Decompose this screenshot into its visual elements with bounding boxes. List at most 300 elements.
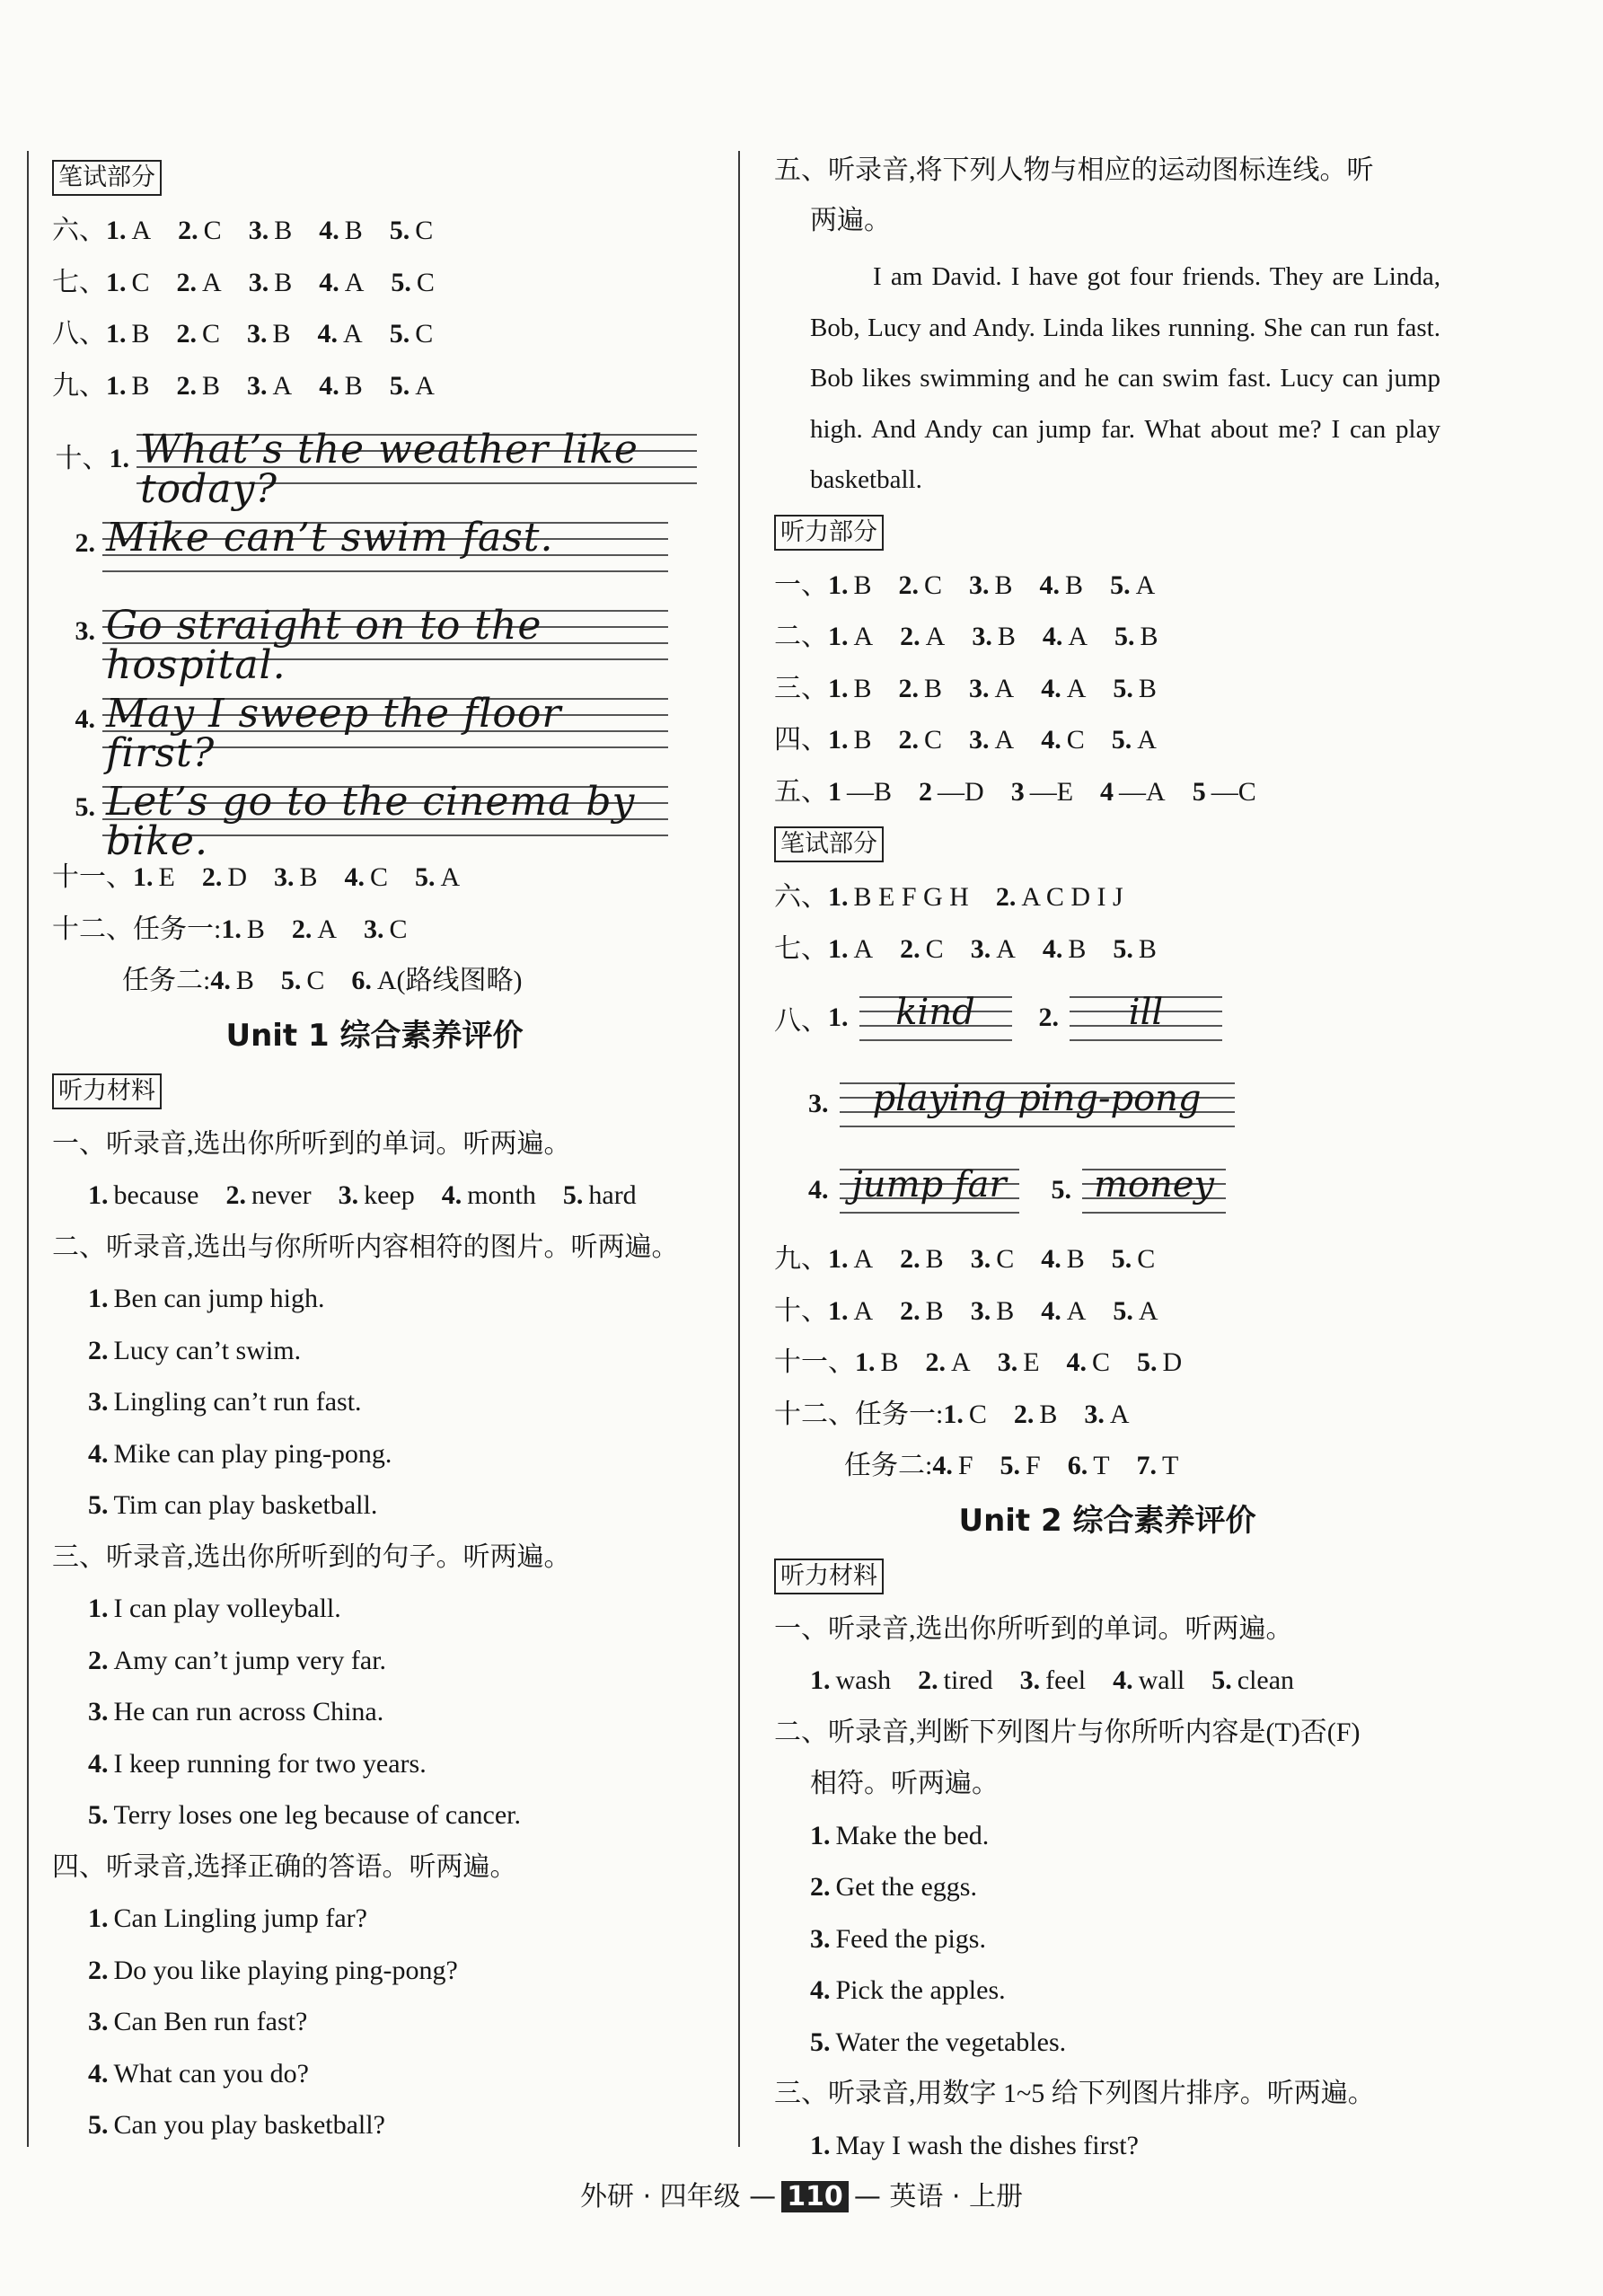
item-number: 5. (389, 216, 410, 245)
answer-value: C (370, 862, 389, 892)
list-item (52, 1996, 697, 2048)
question-heading: 三、听录音,选出你所听到的句子。听两遍。 (52, 1541, 571, 1572)
section-lead: 七、 (774, 933, 828, 964)
item-number: 2. (1013, 1399, 1035, 1429)
item-number: 1. (88, 1180, 109, 1210)
item-number: 3. (274, 862, 295, 892)
handwriting-lines (840, 1165, 1019, 1215)
answer-value: T (1093, 1451, 1110, 1480)
answer-value: B (853, 673, 872, 703)
item-number: 4. (1042, 622, 1063, 651)
question-heading: 五、听录音,将下列人物与相应的运动图标连线。听 (774, 155, 1374, 185)
answer-item (177, 319, 221, 349)
answer-item (943, 1400, 987, 1429)
item-number: 2. (176, 319, 198, 349)
section-lead: 十二、任务一: (52, 914, 222, 944)
item-number: 2. (925, 1347, 947, 1377)
handwriting-row (52, 676, 697, 776)
answer-value: C (389, 914, 408, 944)
section-tag: 听力部分 (774, 515, 884, 551)
answer-value: A (1135, 570, 1156, 600)
section-lead: 十一、 (774, 1347, 855, 1377)
answer-value: B (235, 966, 254, 995)
answer-item (932, 1451, 973, 1480)
answer-item (319, 371, 363, 401)
answer-item (1137, 1451, 1179, 1480)
answer-item (1011, 777, 1073, 807)
page-number: 110 (781, 2181, 849, 2212)
sentence-text: Can you play basketball? (113, 2110, 385, 2140)
word-item (1020, 1665, 1086, 1695)
item-number: 4. (317, 319, 339, 349)
answer-value: —A (1119, 776, 1166, 807)
answer-row (774, 1440, 1440, 1492)
answer-item (1014, 1400, 1058, 1429)
sentence-text: Feed the pigs. (835, 1923, 986, 1954)
answer-value: B (924, 673, 943, 703)
answer-item (249, 268, 293, 297)
list-item (52, 1273, 697, 1325)
answer-value: B (1138, 673, 1157, 703)
item-number: 4. (1041, 673, 1061, 703)
item-number: 2. (225, 1180, 246, 1210)
item-number: 3. (338, 1180, 359, 1210)
answer-item (274, 862, 318, 892)
answer-value: B (1066, 1244, 1085, 1274)
list-item (52, 1479, 697, 1532)
list-item (774, 1965, 1440, 2017)
handwritten-word: ill (1128, 992, 1164, 1033)
section-tag: 笔试部分 (52, 160, 162, 196)
handwriting-row (52, 764, 697, 864)
handwriting-lines (102, 691, 668, 776)
answer-item (247, 371, 292, 401)
answer-item (1112, 1244, 1156, 1274)
answer-row (52, 205, 697, 257)
answer-item (919, 777, 984, 807)
answer-item (828, 622, 873, 651)
item-number: 3. (1084, 1399, 1105, 1429)
answer-value: F (957, 1451, 973, 1480)
answer-item (828, 934, 873, 964)
handwriting-row (52, 587, 697, 688)
left-column (52, 151, 697, 2151)
item-number: 2. (898, 570, 920, 600)
list-item (52, 1428, 697, 1480)
answer-value: E (158, 862, 175, 892)
section-lead: 十、 (55, 444, 110, 473)
handwriting-row (52, 499, 697, 587)
answer-value: A (1109, 1399, 1130, 1429)
item-number: 2. (178, 216, 198, 245)
item-number: 3. (970, 1244, 991, 1274)
answer-row (774, 766, 1440, 818)
handwritten-sentence: Go straight on to the hospital. (106, 603, 542, 688)
item-number: 5. (1113, 1295, 1133, 1326)
answer-row (774, 1285, 1440, 1338)
item-number: 2. (918, 1665, 938, 1695)
handwriting-lines (102, 515, 668, 572)
item-number: 2. (995, 882, 1017, 912)
answer-item (828, 777, 892, 807)
item-number: 5. (391, 267, 411, 297)
answer-value: A (1068, 622, 1088, 651)
word-item (88, 1180, 198, 1210)
item-number: 5 (1192, 776, 1206, 807)
answer-value: C (996, 1244, 1015, 1274)
sentence-text: Terry loses one leg because of cancer. (113, 1800, 522, 1830)
item-number: 4. (344, 862, 366, 892)
sentence-list (774, 1810, 1440, 2069)
answer-item (106, 319, 150, 349)
list-item (52, 1686, 697, 1738)
answer-value: B (131, 370, 150, 401)
answer-value: B (1140, 622, 1158, 651)
answer-value: A (415, 370, 435, 401)
question-heading: 二、听录音,判断下列图片与你所听内容是(T)否(F) (774, 1717, 1361, 1747)
section-lead: 十、 (774, 1295, 828, 1326)
item-number: 5. (1111, 725, 1132, 755)
answer-item (249, 216, 293, 245)
section-lead: 任务二: (844, 1451, 933, 1480)
answer-value: A (996, 933, 1016, 964)
item-number: 3. (364, 914, 384, 944)
sentence-text: Tim can play basketball. (113, 1490, 378, 1520)
item-number: 4. (810, 1975, 831, 2005)
sentence-text: Ben can jump high. (113, 1284, 325, 1313)
item-number: 3. (970, 1295, 991, 1326)
item-number: 5. (1113, 933, 1133, 964)
answer-value: A C D I J (1021, 882, 1123, 912)
sentence-text: Mike can play ping-pong. (113, 1438, 392, 1469)
answer-value: —B (847, 776, 893, 807)
section-lead: 六、 (774, 882, 828, 912)
answer-value: C (415, 319, 434, 349)
answer-value: A (853, 622, 874, 651)
answer-value: B (344, 370, 363, 401)
word-item (442, 1180, 536, 1210)
handwritten-word: playing ping-pong (872, 1078, 1202, 1119)
item-number: 4. (1039, 570, 1061, 600)
list-item (52, 1325, 697, 1377)
handwriting-lines (1070, 993, 1222, 1043)
answer-item (900, 622, 945, 651)
answer-value: C (202, 319, 221, 349)
handwriting-lines (102, 779, 668, 864)
list-item (774, 1810, 1440, 1862)
item-number: 6. (351, 966, 372, 995)
item-number: 4. (88, 1748, 109, 1779)
unit-title: Unit 1 综合素养评价 (225, 1017, 524, 1054)
question-heading: 三、听录音,用数字 1~5 给下列图片排序。听两遍。 (774, 2079, 1375, 2108)
list-item (52, 2048, 697, 2100)
answer-value: A (853, 1244, 874, 1274)
section-lead: 任务二: (122, 966, 211, 995)
handwritten-sentence: What’s the weather like today? (140, 427, 639, 512)
answer-item (828, 1244, 873, 1274)
item-number: 4. (1041, 1244, 1061, 1274)
answer-item (828, 1296, 873, 1326)
sentence-text: Pick the apples. (835, 1975, 1006, 2005)
item-number (52, 436, 137, 475)
answer-value: A (994, 725, 1015, 755)
word-text: clean (1237, 1665, 1295, 1695)
answer-item (900, 934, 944, 964)
list-item (52, 1376, 697, 1428)
item-number: 5. (75, 792, 95, 822)
item-number: 5. (88, 2110, 109, 2140)
item-number: 1. (828, 1295, 849, 1326)
item-number: 3. (247, 319, 268, 349)
answer-item (926, 1347, 971, 1377)
answer-value: C (1092, 1347, 1111, 1377)
item-number: 1. (828, 570, 849, 600)
item-number: 1. (88, 1903, 109, 1933)
answer-item (1113, 674, 1157, 703)
word-item (339, 1180, 415, 1210)
answer-item (1137, 1347, 1182, 1377)
answer-value: A (853, 933, 874, 964)
item-number: 5. (1211, 1665, 1232, 1695)
handwritten-word: money (1093, 1164, 1215, 1205)
question-heading: 一、听录音,选出你所听到的单词。听两遍。 (52, 1128, 571, 1159)
answer-item (1067, 1347, 1111, 1377)
answer-value: E (1023, 1347, 1040, 1377)
answer-value: A (853, 1295, 874, 1326)
answer-item (1110, 570, 1155, 600)
answer-item (364, 914, 408, 944)
answer-value: D (227, 862, 247, 892)
list-item (52, 1789, 697, 1841)
answer-item (210, 966, 254, 995)
item-number: 7. (1136, 1451, 1158, 1480)
section-lead: 一、 (774, 570, 828, 600)
left-margin-rule (27, 151, 29, 2147)
item-number: 3. (248, 267, 269, 297)
item-number: 5. (280, 966, 302, 995)
answer-item (106, 216, 151, 245)
handwritten-sentence: Let’s go to the cinema by bike. (106, 779, 636, 864)
list-item (52, 1893, 697, 1945)
answer-item (1040, 570, 1084, 600)
handwriting-row (774, 975, 1440, 1061)
answer-value: F (1026, 1451, 1041, 1480)
answer-row (52, 904, 697, 956)
handwriting-row (774, 1061, 1440, 1147)
item-number: 1. (88, 1594, 109, 1623)
item-number: 3. (970, 933, 991, 964)
section-lead: 九、 (774, 1244, 828, 1274)
sentence-text: Water the vegetables. (835, 2027, 1067, 2057)
answer-item (281, 966, 325, 995)
item-number: 2 (919, 776, 933, 807)
item-number: 3 (1010, 776, 1025, 807)
passage-text: I am David. I have got four friends. They are Linda, Bob, Lucy and Andy. Linda likes running. She can run fast. Bob likes swimming and he can swim fast. Lucy can jump high. And Andy can jump far. What about me? I can play basketball. (810, 262, 1440, 494)
section-lead: 二、 (774, 622, 828, 651)
answer-value: B (996, 1295, 1015, 1326)
answer-value: —C (1211, 776, 1256, 807)
answer-item (828, 882, 969, 912)
answer-value: A (202, 267, 222, 297)
sentence-list (774, 2120, 1440, 2172)
word-text: never (251, 1180, 312, 1210)
answer-item (1043, 934, 1087, 964)
item-number: 1. (943, 1399, 964, 1429)
answer-row (52, 308, 697, 360)
item-number: 3. (1019, 1665, 1041, 1695)
answer-item (1041, 674, 1086, 703)
item-number: 5. (1051, 1175, 1071, 1205)
answer-item (900, 1244, 944, 1274)
answer-value: A (1066, 1295, 1087, 1326)
item-number: 4. (88, 1438, 109, 1469)
answer-item (1114, 622, 1158, 651)
answer-item (1100, 777, 1166, 807)
answer-value: B (131, 319, 150, 349)
sentence-text: What can you do? (113, 2058, 309, 2088)
question-heading-cont: 两遍。 (810, 206, 891, 235)
answer-item (1112, 725, 1157, 755)
answer-item (828, 725, 872, 755)
handwritten-sentence: May I sweep the floor first? (106, 691, 562, 776)
item-number: 4. (808, 1175, 829, 1205)
list-item (774, 2120, 1440, 2172)
handwriting-lines (1082, 1165, 1226, 1215)
sentence-text: Can Lingling jump far? (113, 1903, 367, 1933)
answer-item (292, 914, 337, 944)
footer-right: — 英语 · 上册 (853, 2181, 1023, 2212)
answer-item (319, 216, 363, 245)
item-number: 2. (88, 1335, 109, 1365)
answer-value: B (344, 216, 363, 245)
item-number: 6. (1067, 1451, 1088, 1480)
item-number: 2. (898, 725, 920, 755)
answer-value: C (306, 966, 325, 995)
item-number: 3. (248, 216, 269, 245)
answer-row (774, 714, 1440, 766)
list-item (52, 1738, 697, 1790)
item-number: 3. (88, 1697, 109, 1726)
item-number: 5. (1110, 570, 1131, 600)
item-number: 2. (75, 528, 95, 558)
section-lead: 四、 (774, 725, 828, 755)
handwritten-sentence: Mike can’t swim fast. (106, 515, 554, 561)
answer-item (390, 216, 434, 245)
handwriting-lines (102, 603, 668, 688)
word-text: tired (943, 1665, 993, 1695)
item-number: 2. (291, 914, 313, 944)
answer-value: —D (938, 776, 984, 807)
answer-item (972, 622, 1016, 651)
answer-item (247, 319, 291, 349)
answer-value: D (1162, 1347, 1183, 1377)
answer-value: C (416, 267, 435, 297)
answer-item (1043, 622, 1088, 651)
answer-value: C (924, 570, 943, 600)
item-number: 4. (1041, 1295, 1061, 1326)
item-number: 2. (1038, 1002, 1059, 1032)
answer-row (52, 360, 697, 412)
answer-value: B (1039, 1399, 1058, 1429)
item-number: 1. (828, 622, 849, 651)
section-lead: 五、 (774, 776, 828, 807)
section-tag: 听力材料 (52, 1073, 162, 1109)
item-number: 1. (828, 1244, 849, 1274)
answer-value: B (1068, 933, 1087, 964)
item-number: 2. (900, 1244, 920, 1274)
item-number: 4. (1042, 933, 1063, 964)
item-number: 2. (900, 1295, 920, 1326)
list-item (774, 1913, 1440, 1965)
answer-value: B (925, 1244, 944, 1274)
answer-value: A (1138, 1295, 1158, 1326)
answer-value: A (1066, 673, 1087, 703)
item-number: 1. (810, 1820, 831, 1850)
handwriting-lines (137, 427, 697, 512)
sentence-text: I can play volleyball. (113, 1594, 341, 1623)
list-item (52, 1635, 697, 1687)
word-text: hard (588, 1180, 637, 1210)
item-number: 3. (972, 622, 992, 651)
answer-item (221, 914, 265, 944)
answer-row (774, 1337, 1440, 1389)
word-item (1113, 1665, 1185, 1695)
list-item (52, 1583, 697, 1635)
answer-value: B (880, 1347, 899, 1377)
answer-value: B (299, 862, 318, 892)
answer-value: T (1162, 1451, 1179, 1480)
answer-row (774, 871, 1440, 923)
answer-value: C (131, 267, 150, 297)
question-heading-cont: 相符。听两遍。 (810, 1769, 999, 1798)
sentence-text: Do you like playing ping-pong? (113, 1955, 458, 1985)
item-number: 5. (810, 2027, 831, 2057)
item-number: 5. (1111, 1244, 1132, 1274)
handwriting-row (774, 1147, 1440, 1233)
question-heading: 一、听录音,选出你所听到的单词。听两遍。 (774, 1613, 1293, 1644)
word-text: wash (835, 1665, 892, 1695)
answer-value: A (951, 1347, 971, 1377)
section-tag: 听力材料 (774, 1559, 884, 1594)
answer-value: B (274, 267, 293, 297)
item-number: 5. (1137, 1347, 1158, 1377)
handwriting-lines (840, 1079, 1235, 1129)
answer-value: C (1137, 1244, 1156, 1274)
answer-row (52, 955, 697, 1007)
item-number: 3. (808, 1089, 829, 1118)
item-number: 1. (810, 1665, 831, 1695)
word-item (563, 1180, 637, 1210)
answer-value: B (272, 319, 291, 349)
answer-item (178, 216, 222, 245)
answer-item (971, 1244, 1015, 1274)
answer-value: C (924, 725, 943, 755)
item-number: 3. (75, 616, 95, 646)
item-number: 2. (898, 673, 920, 703)
sentence-text: Make the bed. (835, 1820, 990, 1850)
item-number: 1. (828, 725, 849, 755)
answer-value: A (344, 267, 365, 297)
item-number: 1. (133, 862, 154, 892)
item-number: 2. (900, 933, 920, 964)
handwriting-block (52, 411, 697, 864)
item-number: 5. (415, 862, 436, 892)
item-number: 4. (319, 370, 339, 401)
item-number: 5. (1114, 622, 1135, 651)
handwriting-row (52, 411, 697, 512)
handwritten-word: jump far (851, 1164, 1007, 1205)
answer-item (899, 570, 943, 600)
